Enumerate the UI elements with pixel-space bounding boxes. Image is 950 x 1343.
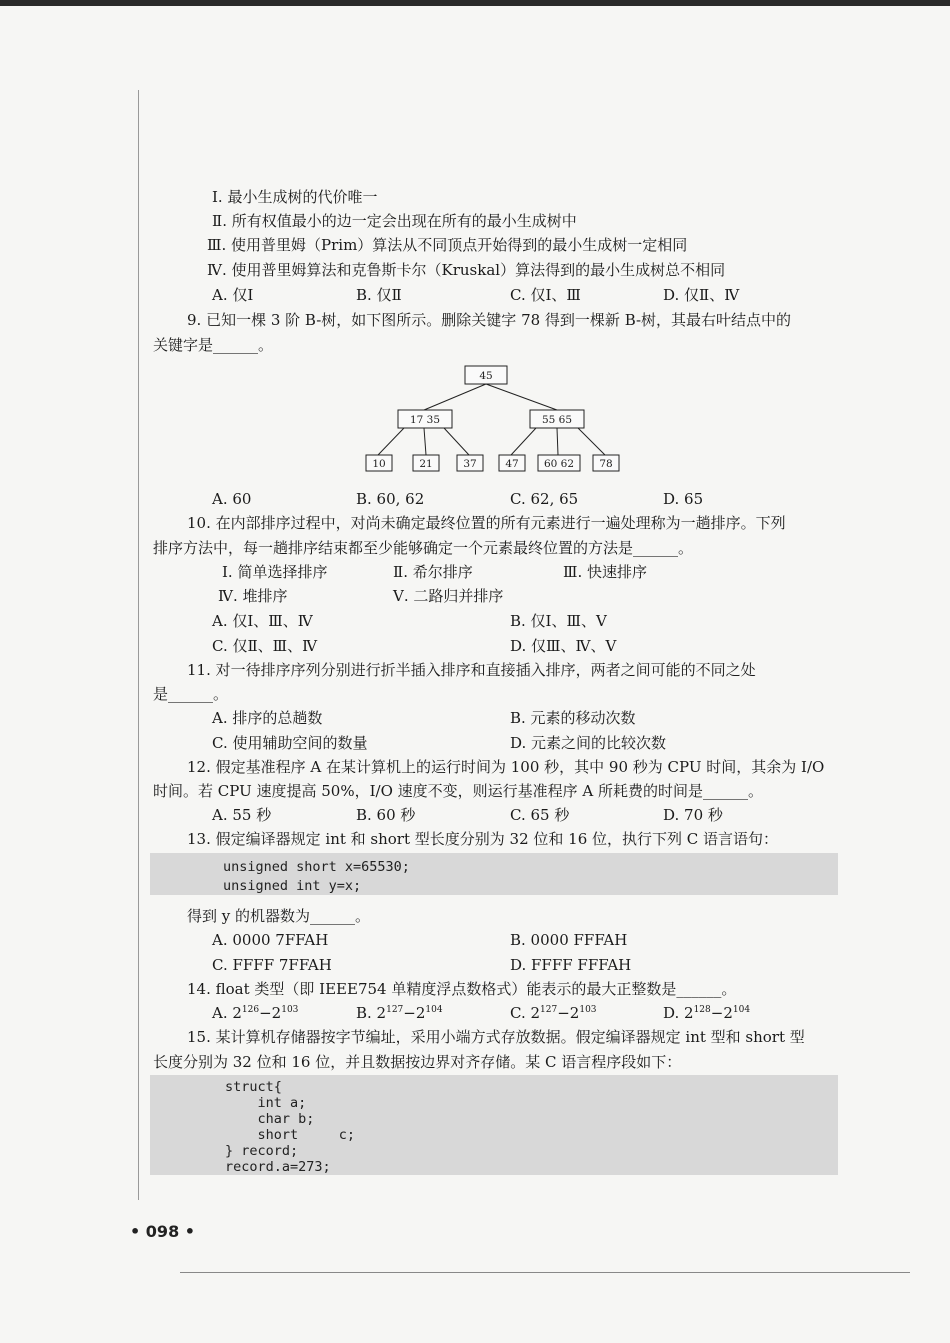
q12-stem-line1: 12. 假定基准程序 A 在某计算机上的运行时间为 100 秒，其中 90 秒为 CPU 时间，其余为 I/O bbox=[187, 758, 825, 776]
q13-stem-line1: 13. 假定编译器规定 int 和 short 型长度分别为 32 位和 16 位，执行下列 C 语言语句： bbox=[187, 830, 779, 848]
q13-option-c: C. FFFF 7FFAH bbox=[212, 956, 332, 974]
q10-option-d: D. 仅Ⅲ、Ⅳ、Ⅴ bbox=[510, 637, 617, 655]
q15-code-line3: char b; bbox=[225, 1111, 315, 1127]
q9-option-d: D. 65 bbox=[663, 490, 704, 508]
b-tree-leaf-4-key: 47 bbox=[505, 458, 519, 470]
q8-statement-2: Ⅱ. 所有权值最小的边一定会出现在所有的最小生成树中 bbox=[212, 212, 577, 230]
q13-option-b: B. 0000 FFFAH bbox=[510, 931, 628, 949]
q12-option-d: D. 70 秒 bbox=[663, 806, 723, 824]
q12-option-b: B. 60 秒 bbox=[356, 806, 416, 824]
q14-stem: 14. float 类型（即 IEEE754 单精度浮点数格式）能表示的最大正整数是______。 bbox=[187, 980, 737, 998]
q12-option-c: C. 65 秒 bbox=[510, 806, 570, 824]
q10-option-b: B. 仅Ⅰ、Ⅲ、Ⅴ bbox=[510, 612, 607, 630]
b-tree-leaf-3-key: 37 bbox=[463, 458, 477, 470]
q8-statement-3: Ⅲ. 使用普里姆（Prim）算法从不同顶点开始得到的最小生成树一定相同 bbox=[207, 236, 688, 254]
q11-stem-line2: 是______。 bbox=[153, 685, 229, 703]
q11-option-a: A. 排序的总趟数 bbox=[212, 709, 323, 727]
q11-option-b: B. 元素的移动次数 bbox=[510, 709, 636, 727]
q12-option-a: A. 55 秒 bbox=[212, 806, 272, 824]
b-tree-diagram bbox=[360, 360, 630, 475]
q10-item-1: Ⅰ. 简单选择排序 bbox=[222, 563, 328, 581]
q8-option-b: B. 仅Ⅱ bbox=[356, 286, 402, 304]
q11-option-d: D. 元素之间的比较次数 bbox=[510, 734, 667, 752]
q15-code-line6: record.a=273; bbox=[225, 1159, 331, 1175]
q15-code-line5: } record; bbox=[225, 1143, 299, 1159]
q8-option-c: C. 仅Ⅰ、Ⅲ bbox=[510, 286, 581, 304]
q13-code-line1: unsigned short x=65530; bbox=[223, 859, 410, 875]
q8-statement-1: Ⅰ. 最小生成树的代价唯一 bbox=[212, 188, 378, 206]
q14-option-d: D. $2^{128}-2^{104}$ bbox=[663, 1004, 751, 1022]
q8-statement-4: Ⅳ. 使用普里姆算法和克鲁斯卡尔（Kruskal）算法得到的最小生成树总不相同 bbox=[207, 261, 726, 279]
q14-option-b: B. $2^{127}-2^{104}$ bbox=[356, 1004, 443, 1022]
b-tree-root-key: 45 bbox=[479, 370, 493, 382]
q10-stem-line2: 排序方法中，每一趟排序结束都至少能够确定一个元素最终位置的方法是______。 bbox=[153, 539, 694, 557]
q12-stem-line2: 时间。若 CPU 速度提高 50%，I/O 速度不变，则运行基准程序 A 所耗费的时间是______。 bbox=[153, 782, 764, 800]
q9-option-a: A. 60 bbox=[212, 490, 252, 508]
q13-stem-line2: 得到 y 的机器数为______。 bbox=[187, 907, 371, 925]
q15-code-line2: int a; bbox=[225, 1095, 307, 1111]
q10-option-a: A. 仅Ⅰ、Ⅲ、Ⅳ bbox=[212, 612, 313, 630]
scan-top-edge bbox=[0, 0, 950, 6]
b-tree-leaf-5-keys: 60 62 bbox=[543, 458, 575, 470]
q15-code-line1: struct{ bbox=[225, 1079, 282, 1095]
q14-option-a: A. $2^{126}-2^{103}$ bbox=[212, 1004, 299, 1022]
q10-item-2: Ⅱ. 希尔排序 bbox=[393, 563, 473, 581]
q14-option-c: C. $2^{127}-2^{103}$ bbox=[510, 1004, 597, 1022]
q11-stem-line1: 11. 对一待排序序列分别进行折半插入排序和直接插入排序，两者之间可能的不同之处 bbox=[187, 661, 756, 679]
page-bottom-rule bbox=[180, 1272, 910, 1273]
b-tree-leaf-1-key: 10 bbox=[372, 458, 386, 470]
q15-stem-line1: 15. 某计算机存储器按字节编址，采用小端方式存放数据。假定编译器规定 int 型和 short 型 bbox=[187, 1028, 805, 1046]
q10-option-c: C. 仅Ⅱ、Ⅲ、Ⅳ bbox=[212, 637, 318, 655]
b-tree-right-keys: 55 65 bbox=[541, 414, 573, 426]
b-tree-leaf-6-key: 78 bbox=[599, 458, 613, 470]
q15-code-line4: short c; bbox=[225, 1127, 356, 1143]
q15-stem-line2: 长度分别为 32 位和 16 位，并且数据按边界对齐存储。某 C 语言程序段如下： bbox=[153, 1053, 682, 1071]
page-margin-rule bbox=[138, 90, 139, 1200]
q9-option-b: B. 60, 62 bbox=[356, 490, 425, 508]
q11-option-c: C. 使用辅助空间的数量 bbox=[212, 734, 368, 752]
q10-stem-line1: 10. 在内部排序过程中，对尚未确定最终位置的所有元素进行一遍处理称为一趟排序。下列 bbox=[187, 514, 786, 532]
q8-option-d: D. 仅Ⅱ、Ⅳ bbox=[663, 286, 740, 304]
q9-stem-line2: 关键字是______。 bbox=[153, 336, 274, 354]
q10-item-5: Ⅴ. 二路归并排序 bbox=[393, 587, 504, 605]
q13-code-line2: unsigned int y=x; bbox=[223, 878, 362, 894]
q10-item-3: Ⅲ. 快速排序 bbox=[563, 563, 648, 581]
b-tree-leaf-2-key: 21 bbox=[419, 458, 433, 470]
q13-option-a: A. 0000 7FFAH bbox=[212, 931, 329, 949]
q9-option-c: C. 62, 65 bbox=[510, 490, 579, 508]
page-number: • 098 • bbox=[130, 1222, 195, 1241]
q9-stem-line1: 9. 已知一棵 3 阶 B-树，如下图所示。删除关键字 78 得到一棵新 B-树，其最右叶结点中的 bbox=[187, 311, 792, 329]
q13-option-d: D. FFFF FFFAH bbox=[510, 956, 632, 974]
b-tree-left-keys: 17 35 bbox=[409, 414, 441, 426]
q10-item-4: Ⅳ. 堆排序 bbox=[218, 587, 288, 605]
q8-option-a: A. 仅Ⅰ bbox=[212, 286, 254, 304]
